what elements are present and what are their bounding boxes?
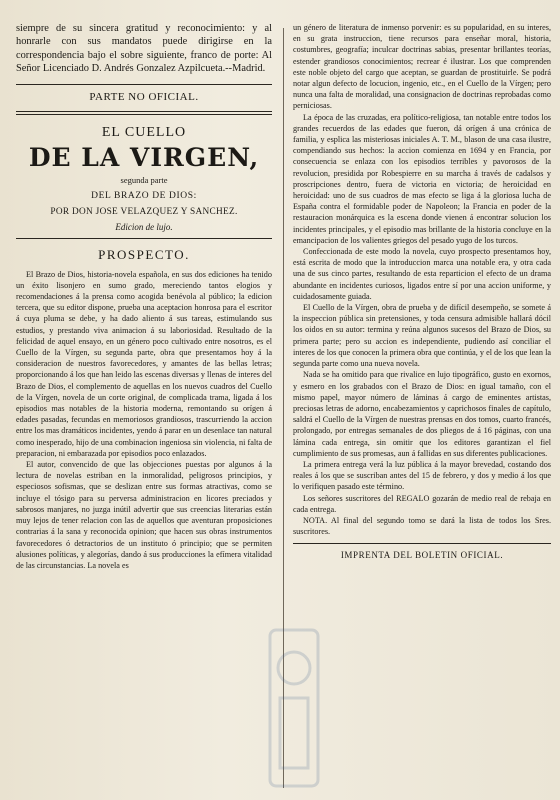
body-paragraph: Nada se ha omitido para que rivalice en lujo tipográfico, gusto en exornos, y esmero en los grabados con el Brazo de Dios: en igual tamaño, con el mismo papel, mayor número de láminas á cargo de eminentes artistas, preciosas letras de adorno, encabezamientos y caprichosos finales de capítulo, saldrá el Cuello de la Vírgen de nuestras prensas en dos tomos, cuarto francés, prolongado, por entregas semanales de dos pliegos de á 16 páginas, con una lámina cada entrega, sin omitir que los editores garantizan el fiel cumplimiento de sus promesas, aun á fallidas en sus diferentes publicaciones. [293,370,551,458]
imprint-line: IMPRENTA DEL BOLETIN OFICIAL. [340,550,504,561]
body-paragraph: NOTA. Al final del segundo tomo se dará la lista de todos los Sres. suscritores. [293,515,551,537]
edition-note: Edicion de lujo. [115,221,173,232]
body-paragraph: Confeccionada de este modo la novela, cuyo prospecto presentamos hoy, está escrita de modo que la introduccion marca una notable era, y otra cada una de sus cinco partes, resultando de esta reparticion el efecto de un drama abundante en incidentes curiosos, ligados entre sí por una accion uniforme, y cuidadosamente guiada. [293,247,551,301]
body-paragraph: La época de las cruzadas, era político-religiosa, tan notable entre todos los grandes recuerdos de las edades que fueron, dá orígen á una crónica de familia, y esplica las misteriosas iniciales A. T. M., blason de una casa ilustre, compendiando sus hechos: la accion comienza en 1694 y en Francia, por consecuencia se enlaza con los episodios terribles y pavorosos de la revolucion, presidida por Robespierre en su marcha á través de cadalsos y proscripciones dentro, fuera de victoria en victoria; de heroicidad en heroicidad: uno de sus cuadros de mas efecto se liga á la gloriosa lucha de España contra el formidable poder de Napoleon; la Francia en poder de la restauracion monárquica es la escena donde vienen á encontrar solucion los incidentes principales, y el episodio mas brillante de la historia concluye en la emancipacion de los valientes griegos del pesado yugo de los turcos. [293,112,551,245]
title-line-2: DE LA VIRGEN, [28,142,260,172]
author-line: POR DON JOSE VELAZQUEZ Y SANCHEZ. [50,206,238,217]
body-paragraph: un género de literatura de inmenso porvenir: es su popularidad, en su interes, en su grata instruccion, tiene recursos para enseñar moral, historia, costumbres, geografía; inculcar doctrinas sabias, presentar brillantes teorías, estender grandiosos conocimientos; recrear é ilustrar. Los que comprenden este noble objeto del cargo que aceptan, se guardan de prostituirle. Se podrá notar algun defecto de locucion, ingenio, etc., en el Cuello de la Vírgen; pero nunca una falta de moralidad, una consignacion de doctrinas reprobadas como perniciosas. [293,23,551,111]
column-divider [283,28,284,788]
title-line-3: DEL BRAZO DE DIOS: [91,190,197,201]
left-column [16,22,272,571]
prospecto-heading: PROSPECTO. [98,246,190,262]
body-paragraph: El Cuello de la Vírgen, obra de prueba y de difícil desempeño, se somete á la inspeccion pública sin pretensiones, y toda censura admisible hallará dócil los oidos en su autor: termina y reúna algunos sucesos del Brazo de Dios, su primera parte; pero su accion es independiente, pudiendo así conciliar el interes de los que conocen la primera obra que continúa, y el de los que lean la segunda parte como una nueva novela. [293,303,551,369]
library-stamp-watermark [268,628,320,788]
right-column [293,22,551,560]
body-paragraph: Los señores suscritores del REGALO gozarán de medio real de rebaja en cada entrega. [293,493,551,514]
prospecto-rule [16,238,272,239]
section-heading: PARTE NO OFICIAL. [89,90,199,103]
body-paragraph: El autor, convencido de que las objecciones puestas por algunos á la lectura de novelas estriban en la inmoralidad, peligrosos principios, y especiosos sofismas, que se deslizan entre sus formas atractivas, como se incluye el tósigo para su perversa administracion en licores preciados y sabrosos manjares, no juzga inútil advertir que sus creencias literarias están muy lejos de tener relacion con las de aquellos que aventuran proposiciones contrarias á la sana y reconocida opinion; que hacen sus obras instrumentos favorecedores ó detractorios de un instituto ó principio; que se permiten alusiones políticas, y alegorías, dando á sus producciones la efímera vitalidad de las circunstancias. La novela es [16,460,272,570]
body-paragraph: La primera entrega verá la luz pública á la mayor brevedad, costando dos reales á los que se suscriban antes del 15 de febrero, y dos y medio á los que lo verifiquen pasado este término. [293,459,551,492]
imprint-rule [293,543,551,544]
section-rule-double [16,114,272,115]
title-line-1: EL CUELLO [101,124,187,140]
closing-paragraph: siempre de su sincera gratitud y reconocimiento: y al honrarle con sus mandatos puede dirigirse en la correspondencia bajo el sobre siguiente, franco de porte: Al Señor Licenciado D. Andrés Gonzalez Azpilcueta.--Madrid. [16,23,272,75]
body-paragraph: El Brazo de Dios, historia-novela española, en sus dos ediciones ha tenido un éxito lisonjero en sumo grado, mereciendo tantos elogios y recomendaciones á la prensa como acogida benévola al público; la edicion tercera, que su editor dispone, prueba una aceptacion honrosa para el escritor á cuya pluma se debe, y ha dado aliento á sus tareas, estimulando sus estudios, y prestando viva animacion á su laboriosidad. Resultado de la felicidad de aquel ensayo, en un género poco cultivado entre nosotros, es el Cuello de la Vírgen, su segunda parte, obra que presentamos hoy á la consideracion de nuestros favorecedores, y amantes de las bellas letras; proporcionando á los que han leido las escenas diversas y llenas de interes del Brazo de Dios, el complemento de aquellas en los nuevos cuadros del Cuello de la Vírgen, novela de un corte original, de complicada trama, ligada á los episodios mas notables de la historia moderna, remontando su orígen á edades pasadas, fecundas en memoriosos grandiosos, trascurriendo la accion entre los mas dramáticos incidentes, yendo á parar en un desenlace tan natural como inesperado, hijo de una combinacion ingeniosa sin violencia, ni falta de preparacion, ni embarazada por episodios poco enlazados. [16,269,272,458]
section-rule-top [16,84,272,85]
section-rule-bottom [16,111,272,112]
title-subtitle: segunda parte [120,174,168,185]
